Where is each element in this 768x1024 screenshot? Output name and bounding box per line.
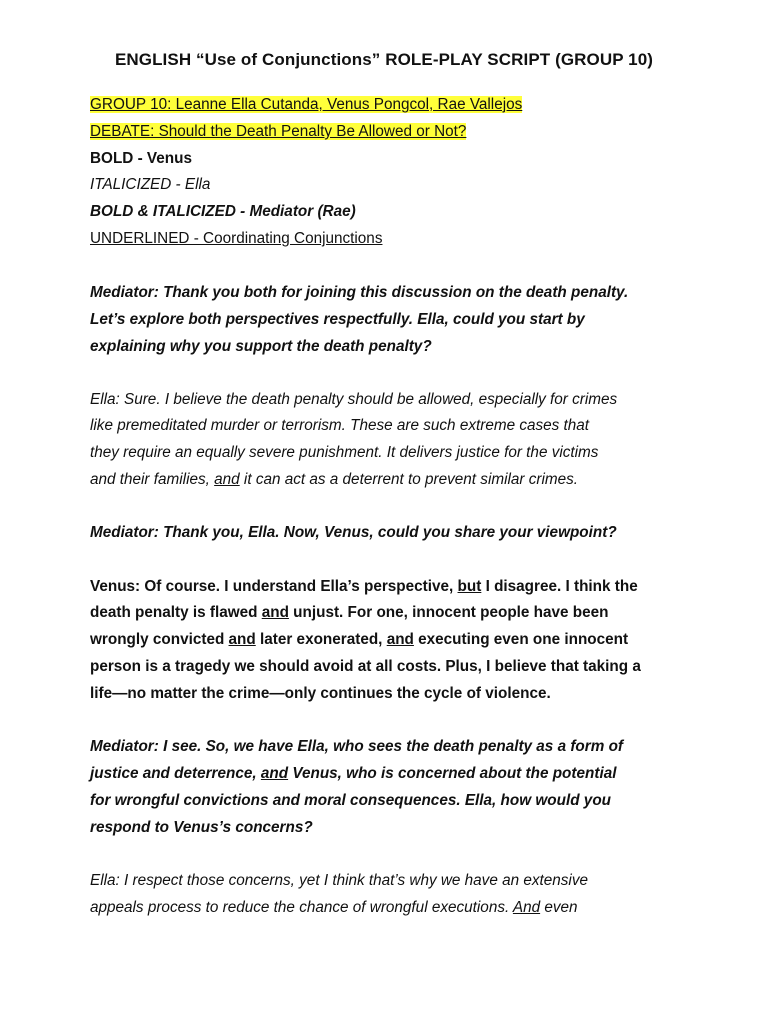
mediator-line: for wrongful convictions and moral consequences. Ella, how would you [90, 792, 612, 809]
text-segment: appeals process to reduce the chance of wrongful executions. [90, 899, 513, 916]
conjunction-underlined: and [228, 631, 256, 648]
conjunction-underlined: and [261, 604, 289, 621]
mediator-line: Mediator: Thank you, Ella. Now, Venus, could you share your viewpoint? [90, 524, 617, 541]
conjunction-underlined: and [214, 471, 240, 488]
ella-line [90, 470, 578, 490]
legend-underline: UNDERLINED - Coordinating Conjunctions [90, 230, 383, 247]
conjunction-underlined: And [512, 899, 541, 916]
text-segment: justice and deterrence, [90, 765, 261, 782]
ella-line: Ella: I respect those concerns, yet I think that’s why we have an extensive [90, 872, 588, 889]
text-segment: wrongly convicted [90, 631, 229, 648]
debate-topic-line [90, 122, 466, 142]
document-title: ENGLISH “Use of Conjunctions” ROLE-PLAY SCRIPT (GROUP 10) [114, 50, 654, 69]
ella-line [90, 898, 578, 918]
text-segment: death penalty is flawed [90, 604, 262, 621]
text-segment: unjust. For one, innocent people have been [288, 604, 609, 621]
text-segment: I disagree. I think the [481, 578, 638, 595]
legend-bold-italic: BOLD & ITALICIZED - Mediator (Rae) [90, 203, 356, 220]
text-segment: even [540, 899, 578, 916]
venus-line: life—no matter the crime—only continues the cycle of violence. [90, 685, 551, 702]
group-members-highlight: GROUP 10: Leanne Ella Cutanda, Venus Pongcol, Rae Vallejos [90, 96, 523, 113]
group-members-line [90, 95, 522, 115]
mediator-line: explaining why you support the death penalty? [90, 338, 432, 355]
ella-line: Ella: Sure. I believe the death penalty should be allowed, especially for crimes [90, 391, 618, 408]
legend-bold: BOLD - Venus [90, 150, 192, 167]
mediator-line: Mediator: Thank you both for joining this discussion on the death penalty. [90, 284, 629, 301]
mediator-line: Mediator: I see. So, we have Ella, who sees the death penalty as a form of [90, 738, 624, 755]
ella-line: they require an equally severe punishment. It delivers justice for the victims [90, 444, 599, 461]
text-segment: and their families, [90, 471, 215, 488]
conjunction-underlined: and [386, 631, 414, 648]
conjunction-underlined: but [457, 578, 482, 595]
debate-topic-highlight: DEBATE: Should the Death Penalty Be Allowed or Not? [90, 123, 467, 140]
text-segment: Venus, who is concerned about the potential [288, 765, 617, 782]
mediator-line: respond to Venus’s concerns? [90, 819, 313, 836]
text-segment: later exonerated, [255, 631, 387, 648]
venus-line [90, 603, 609, 623]
text-segment: Venus: Of course. I understand Ella’s perspective, [90, 578, 458, 595]
mediator-line: Let’s explore both perspectives respectfully. Ella, could you start by [90, 311, 585, 328]
venus-line: person is a tragedy we should avoid at all costs. Plus, I believe that taking a [90, 658, 641, 675]
conjunction-underlined: and [260, 765, 289, 782]
venus-line [90, 577, 638, 597]
text-segment: executing even one innocent [413, 631, 629, 648]
venus-line [90, 630, 628, 650]
text-segment: it can act as a deterrent to prevent similar crimes. [239, 471, 579, 488]
ella-line: like premeditated murder or terrorism. These are such extreme cases that [90, 417, 590, 434]
legend-italic: ITALICIZED - Ella [90, 176, 211, 193]
mediator-line [90, 764, 616, 784]
